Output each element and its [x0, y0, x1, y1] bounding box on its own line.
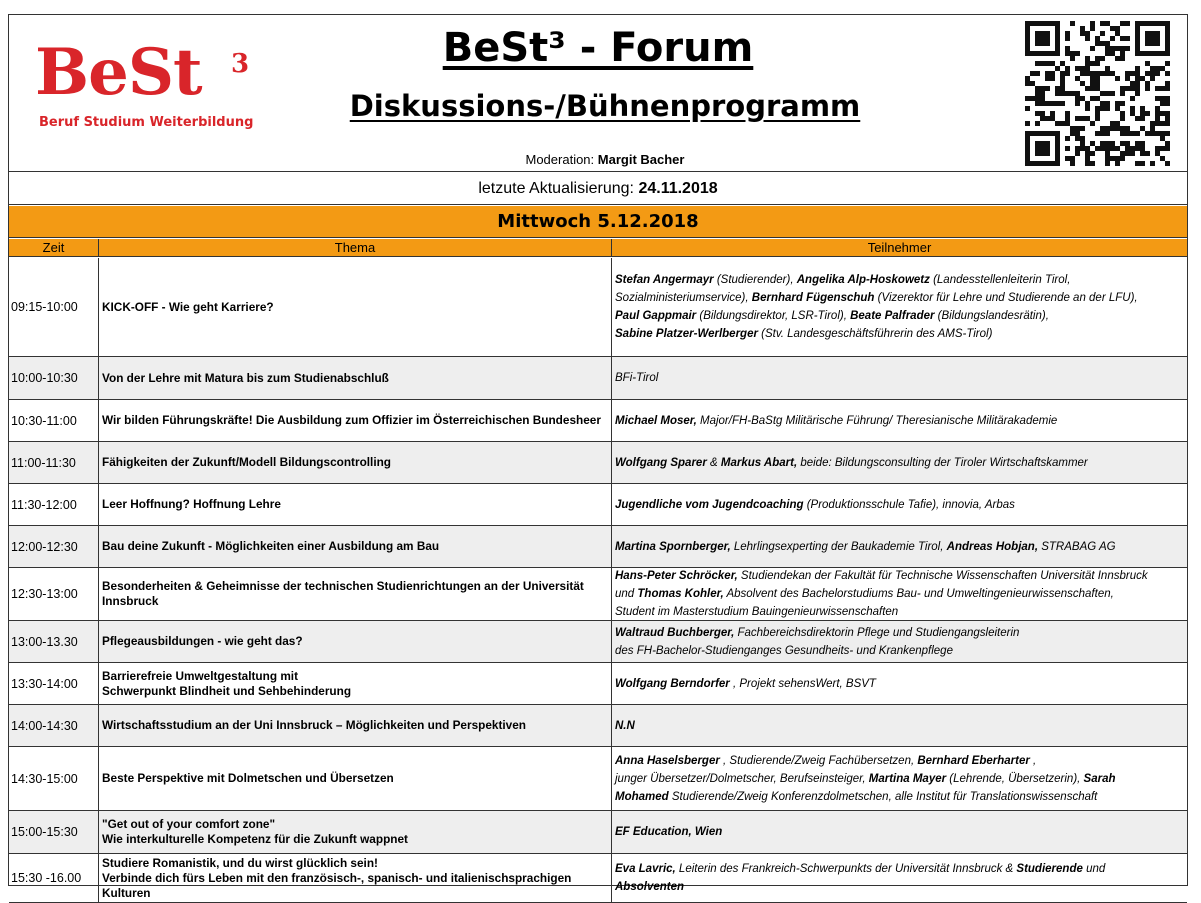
time-cell: 13:30-14:00	[9, 663, 99, 704]
time-cell: 09:15-10:00	[9, 258, 99, 356]
page-subtitle: Diskussions-/Bühnenprogramm	[349, 89, 861, 123]
participants-cell	[612, 442, 1187, 483]
time-cell: 12:00-12:30	[9, 526, 99, 567]
topic-line: Leer Hoffnung? Hoffnung Lehre	[102, 497, 281, 511]
topic-line: Barrierefreie Umweltgestaltung mit	[102, 668, 299, 683]
participants-line: des FH-Bachelor-Studienganges Gesundheits- und Krankenpflege	[615, 644, 953, 657]
page-title: BeSt³ - Forum	[442, 25, 754, 71]
participants-line: Absolventen	[615, 881, 685, 893]
participants-line: Stefan Angermayr (Studierender), Angelika Alp-Hoskowetz (Landesstellenleiterin Tirol,	[615, 274, 1071, 286]
participants-line: Sabine Platzer-Werlberger (Stv. Landesgeschäftsführerin des AMS-Tirol)	[615, 328, 993, 340]
topic-cell	[99, 747, 612, 810]
participants-cell	[612, 568, 1187, 620]
table-row	[9, 663, 1187, 705]
time-cell: 14:30-15:00	[9, 747, 99, 810]
participants-cell	[612, 854, 1187, 902]
participants-line: EF Education, Wien	[615, 826, 723, 838]
participants-line: Sozialministeriumservice), Bernhard Fügenschuh (Vizerektor für Lehre und Studierende an der LFU),	[615, 292, 1138, 304]
column-header-zeit: Zeit	[9, 239, 99, 257]
participants-cell	[612, 258, 1187, 356]
table-row	[9, 400, 1187, 442]
topic-line: Beste Perspektive mit Dolmetschen und Übersetzen	[102, 771, 394, 785]
topic-line: Bau deine Zukunft - Möglichkeiten einer Ausbildung am Bau	[102, 539, 440, 553]
participants-cell	[612, 526, 1187, 567]
participants-cell	[612, 400, 1187, 441]
table-row	[9, 811, 1187, 854]
topic-cell	[99, 811, 612, 853]
topic-cell	[99, 258, 612, 356]
participants-line: junger Übersetzer/Dolmetscher, Berufseinsteiger, Martina Mayer (Lehrende, Übersetzerin), Sarah	[615, 772, 1116, 785]
topic-cell	[99, 484, 612, 525]
topic-line: Pflegeausbildungen - wie geht das?	[102, 634, 303, 648]
header	[9, 15, 1187, 171]
participants-line: Martina Spornberger, Lehrlingsexperting der Baukademie Tirol, Andreas Hobjan, STRABAG AG	[615, 540, 1116, 553]
logo-wordmark: BeSt	[35, 35, 202, 110]
topic-cell	[99, 526, 612, 567]
topic-line: Besonderheiten & Geheimnisse der technischen Studienrichtungen an der Universität	[102, 579, 584, 593]
day-heading: Mittwoch 5.12.2018	[9, 206, 1187, 238]
participants-cell	[612, 484, 1187, 525]
program-sheet	[8, 14, 1188, 900]
participants-cell	[612, 811, 1187, 853]
participants-line: Wolfgang Sparer & Markus Abart, beide: Bildungsconsulting der Tiroler Wirtschaftskammer	[615, 456, 1088, 469]
participants-cell	[612, 705, 1187, 746]
topic-line: Wie interkulturelle Kompetenz für die Zukunft wappnet	[102, 832, 408, 846]
table-row	[9, 705, 1187, 747]
topic-cell	[99, 442, 612, 483]
table-row	[9, 484, 1187, 526]
table-row	[9, 854, 1187, 903]
topic-line: Wir bilden Führungskräfte! Die Ausbildung zum Offizier im Österreichischen Bundesheer	[102, 413, 601, 427]
moderation-label: Moderation:	[525, 152, 595, 167]
topic-line: "Get out of your comfort zone"	[102, 817, 276, 831]
time-cell: 11:00-11:30	[9, 442, 99, 483]
topic-cell	[99, 621, 612, 662]
topic-line: Von der Lehre mit Matura bis zum Studienabschluß	[102, 370, 389, 385]
logo-tagline: Beruf Studium Weiterbildung	[39, 115, 254, 130]
time-cell: 15:00-15:30	[9, 811, 99, 853]
participants-line: Michael Moser, Major/FH-BaStg Militärische Führung/ Theresianische Militärakademie	[615, 414, 1058, 427]
topic-line: Wirtschaftsstudium an der Uni Innsbruck – Möglichkeiten und Perspektiven	[102, 718, 527, 732]
participants-line: Jugendliche vom Jugendcoaching (Produktionsschule Tafie), innovia, Arbas	[615, 498, 1015, 511]
topic-cell	[99, 568, 612, 620]
participants-line: Waltraud Buchberger, Fachbereichsdirektorin Pflege und Studiengangsleiterin	[615, 626, 1020, 639]
table-row	[9, 442, 1187, 484]
column-header-thema: Thema	[99, 239, 612, 257]
topic-line: Fähigkeiten der Zukunft/Modell Bildungscontrolling	[102, 455, 392, 469]
topic-line: Verbinde dich fürs Leben mit den französisch-, spanisch- und italienischsprachigen	[102, 870, 572, 885]
topic-line: Kulturen	[102, 885, 151, 900]
qr-code-icon	[1017, 19, 1177, 169]
participants-line: Student im Masterstudium Bauingenieurwissenschaften	[615, 606, 899, 618]
participants-line: Wolfgang Berndorfer , Projekt sehensWert, BSVT	[615, 677, 876, 690]
table-row	[9, 357, 1187, 400]
table-row	[9, 258, 1187, 357]
participants-line: Hans-Peter Schröcker, Studiendekan der Fakultät für Technische Wissenschaften Universität Innsbruck	[615, 570, 1148, 582]
time-cell: 14:00-14:30	[9, 705, 99, 746]
participants-line: und Thomas Kohler, Absolvent des Bachelorstudiums Bau- und Umweltingenieurwissenschaften,	[615, 588, 1114, 600]
table-row	[9, 621, 1187, 663]
topic-line: KICK-OFF - Wie geht Karriere?	[102, 299, 274, 314]
topic-line: Studiere Romanistik, und du wirst glücklich sein!	[102, 855, 378, 870]
participants-line: Mohamed Studierende/Zweig Konferenzdolmetschen, alle Institut für Translationswissenschaft	[615, 790, 1098, 803]
topic-cell	[99, 663, 612, 704]
participants-line: Paul Gappmair (Bildungsdirektor, LSR-Tirol), Beate Palfrader (Bildungslandesrätin),	[615, 310, 1049, 322]
table-row	[9, 568, 1187, 621]
time-cell: 13:00-13.30	[9, 621, 99, 662]
topic-cell	[99, 400, 612, 441]
last-update-date: 24.11.2018	[638, 180, 718, 197]
participants-line: N.N	[615, 719, 635, 732]
time-cell: 11:30-12:00	[9, 484, 99, 525]
topic-cell	[99, 705, 612, 746]
participants-cell	[612, 747, 1187, 810]
topic-line: Innsbruck	[102, 594, 159, 608]
last-update-label: letzute Aktualisierung:	[478, 180, 634, 197]
topic-cell	[99, 357, 612, 399]
participants-cell	[612, 357, 1187, 399]
participants-cell	[612, 663, 1187, 704]
participants-line: Eva Lavric, Leiterin des Frankreich-Schwerpunkts der Universität Innsbruck & Studierende und	[615, 863, 1106, 875]
time-cell: 10:00-10:30	[9, 357, 99, 399]
participants-line: BFi-Tirol	[615, 372, 659, 384]
table-row	[9, 526, 1187, 568]
logo-superscript: 3	[231, 49, 250, 79]
last-update-row	[9, 171, 1187, 205]
column-header-teilnehmer: Teilnehmer	[612, 239, 1187, 257]
moderation-name: Margit Bacher	[597, 152, 685, 167]
participants-line: Anna Haselsberger , Studierende/Zweig Fachübersetzen, Bernhard Eberharter ,	[615, 754, 1037, 767]
time-cell: 10:30-11:00	[9, 400, 99, 441]
time-cell: 12:30-13:00	[9, 568, 99, 620]
topic-line: Schwerpunkt Blindheit und Sehbehinderung	[102, 683, 352, 698]
topic-cell	[99, 854, 612, 902]
time-cell: 15:30 -16.00	[9, 854, 99, 902]
table-row	[9, 747, 1187, 811]
participants-cell	[612, 621, 1187, 662]
